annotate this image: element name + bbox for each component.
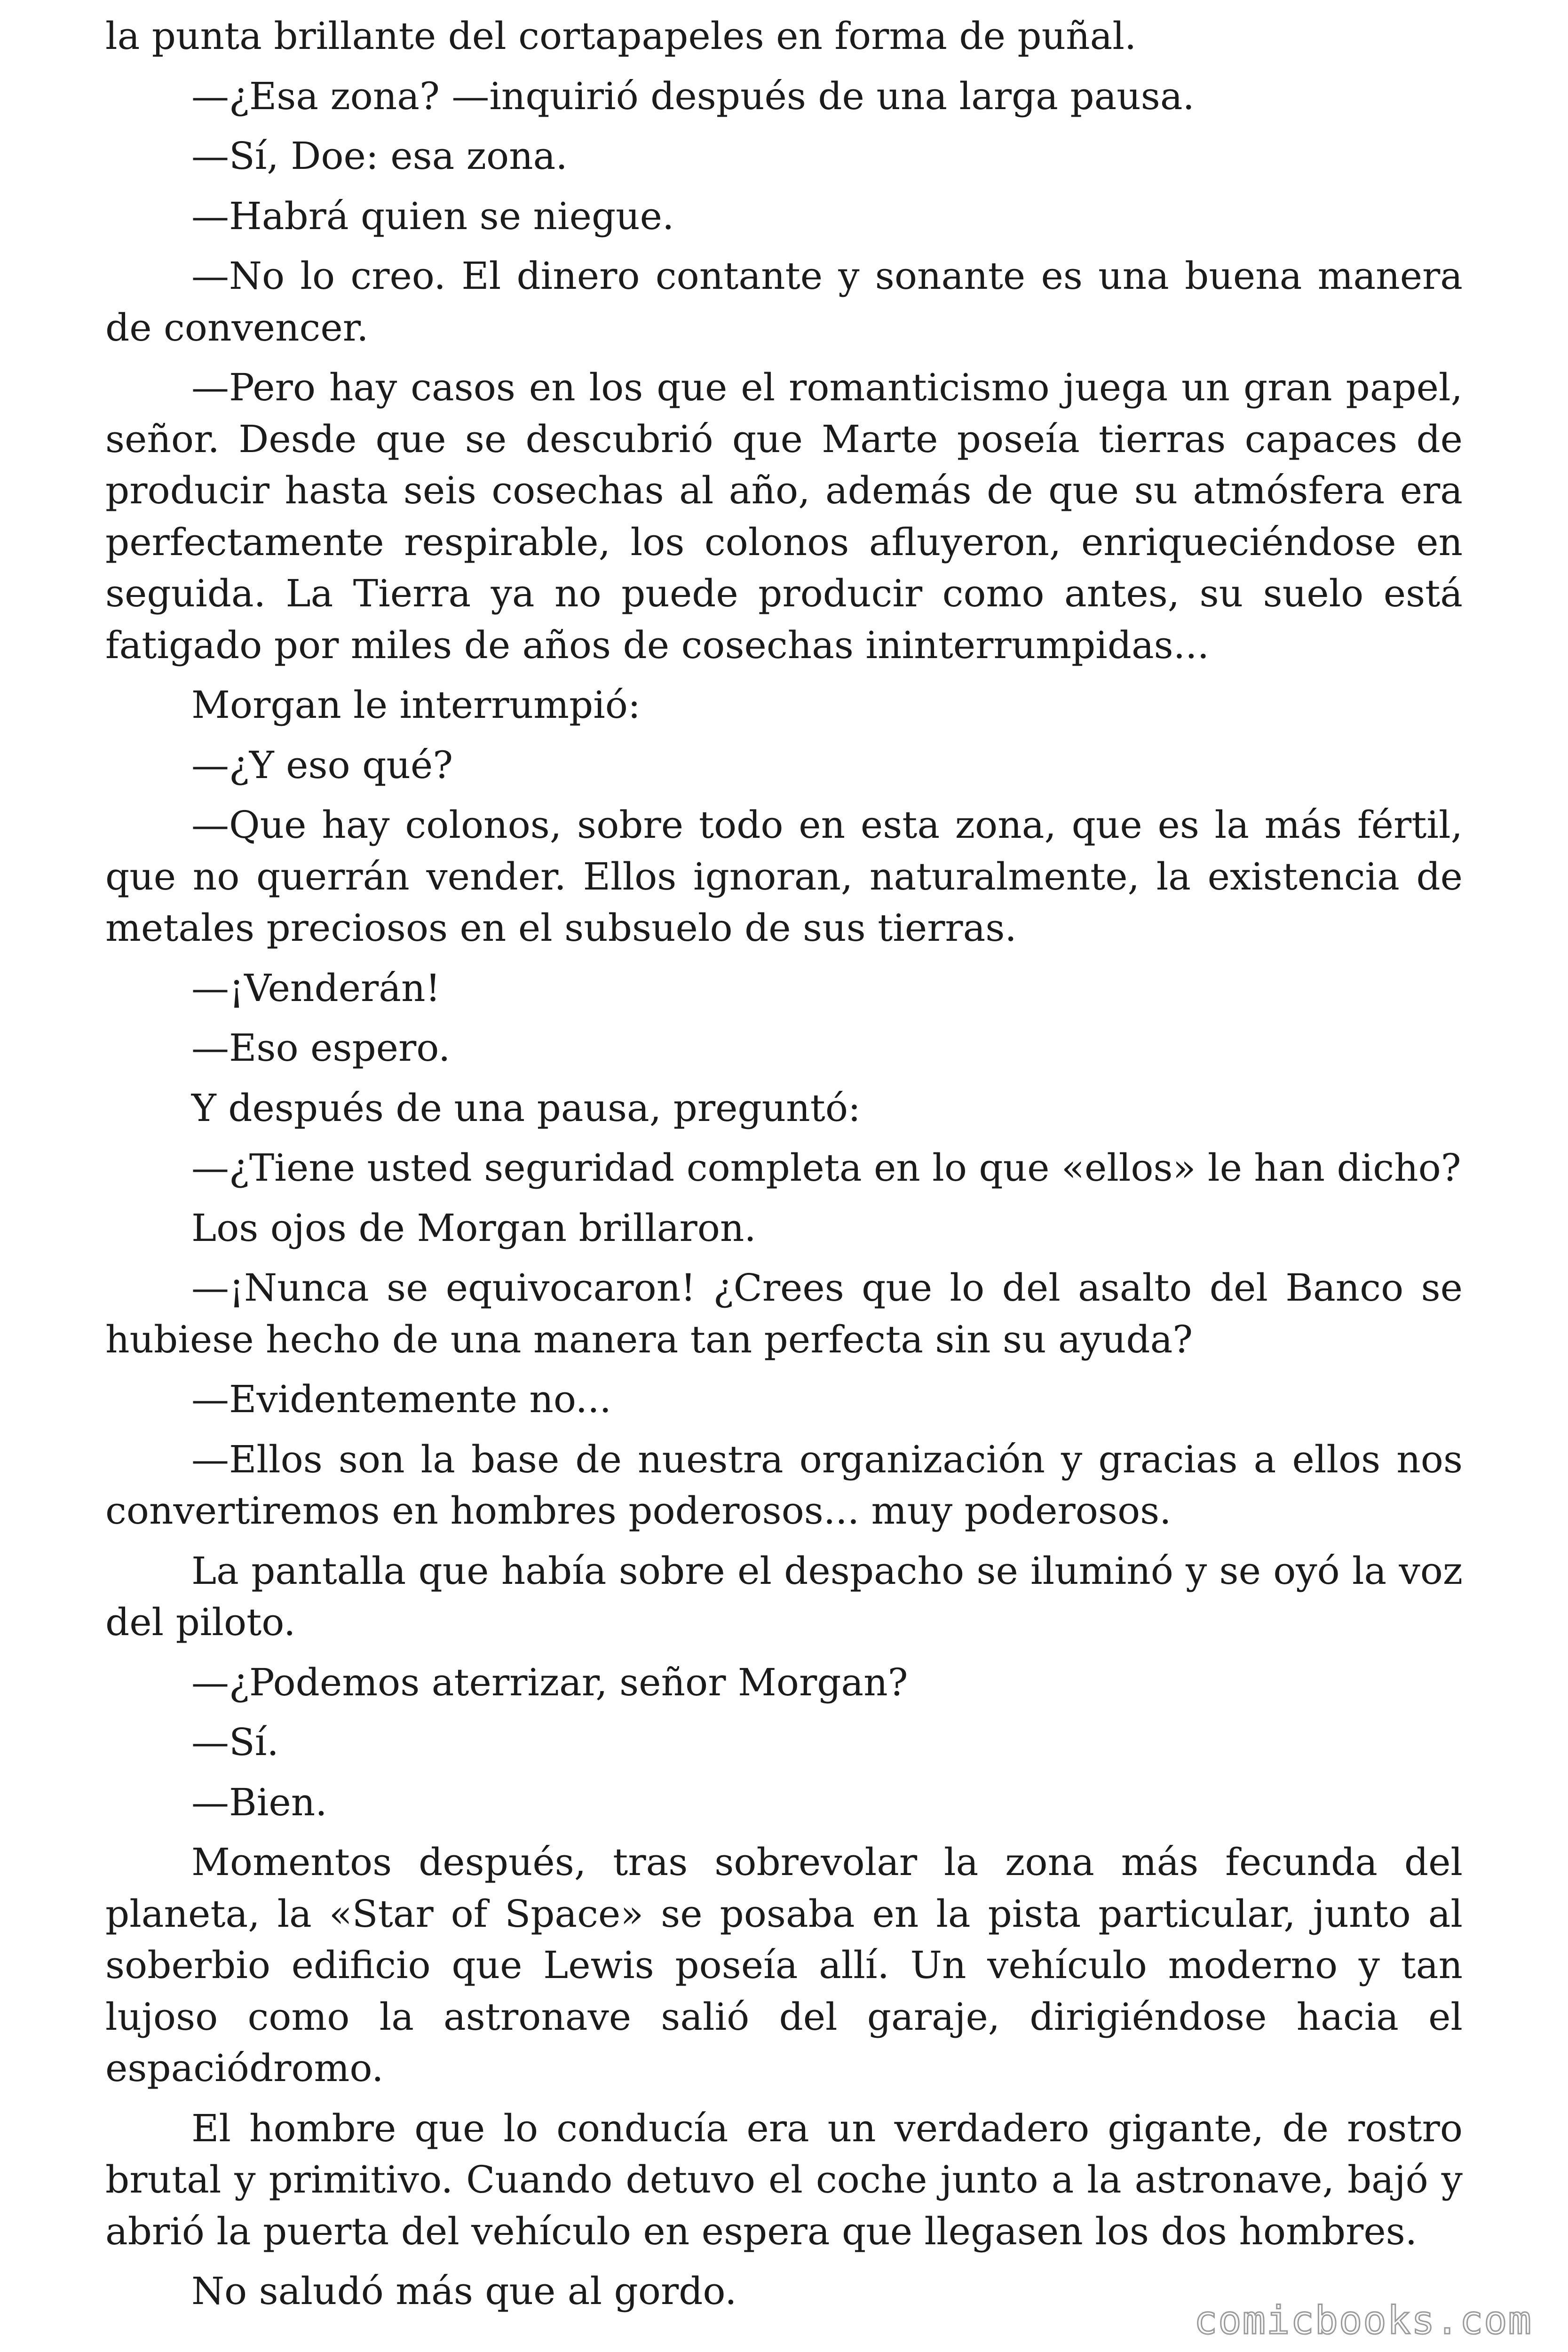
paragraph-16: —Evidentemente no... <box>191 1377 611 1421</box>
paragraph-5: —No lo creo. El dinero contante y sonante es una buena manera de convencer. <box>105 254 1463 350</box>
paragraph-10: —¡Venderán! <box>191 966 441 1010</box>
paragraph-15: —¡Nunca se equivocaron! ¿Crees que lo del asalto del Banco se hubiese hecho de una manera tan perfecta sin su ayuda? <box>105 1266 1463 1361</box>
paragraph-2: —¿Esa zona? —inquirió después de una larga pausa. <box>191 74 1195 118</box>
paragraph-9: —Que hay colonos, sobre todo en esta zona, que es la más fértil, que no querrán vender. Ellos ignoran, naturalmente, la existencia de metales preciosos en el subsuelo de sus tierras. <box>105 803 1463 950</box>
paragraph-18: La pantalla que había sobre el despacho se iluminó y se oyó la voz del piloto. <box>105 1549 1463 1644</box>
paragraph-19: —¿Podemos aterrizar, señor Morgan? <box>191 1660 908 1704</box>
book-page-text <box>105 10 1463 2317</box>
paragraph-12: Y después de una pausa, preguntó: <box>191 1086 861 1130</box>
paragraph-24: No saludó más que al gordo. <box>191 2269 737 2313</box>
paragraph-13: —¿Tiene usted seguridad completa en lo que «ellos» le han dicho? <box>191 1146 1461 1190</box>
paragraph-14: Los ojos de Morgan brillaron. <box>191 1206 756 1250</box>
paragraph-1: la punta brillante del cortapapeles en forma de puñal. <box>105 14 1137 58</box>
paragraph-3: —Sí, Doe: esa zona. <box>191 134 568 178</box>
paragraph-6: —Pero hay casos en los que el romanticismo juega un gran papel, señor. Desde que se descubrió que Marte poseía tierras capaces de producir hasta seis cosechas al año, además de que su atmósfera era perfectamente respirable, los colonos afluyeron, enriqueciéndose en seguida. La Tierra ya no puede producir como antes, su suelo está fatigado por miles de años de cosechas ininterrumpidas... <box>105 366 1463 667</box>
paragraph-17: —Ellos son la base de nuestra organización y gracias a ellos nos convertiremos en hombres poderosos... muy poderosos. <box>105 1437 1463 1533</box>
paragraph-22: Momentos después, tras sobrevolar la zona más fecunda del planeta, la «Star of Space» se posaba en la pista particular, junto al soberbio edificio que Lewis poseía allí. Un vehículo moderno y tan lujoso como la astronave salió del garaje, dirigiéndose hacia el espaciódromo. <box>105 1840 1463 2090</box>
paragraph-20: —Sí. <box>191 1720 279 1764</box>
watermark: comicbooks.com <box>1194 2298 1532 2343</box>
paragraph-8: —¿Y eso qué? <box>191 743 453 787</box>
paragraph-7: Morgan le interrumpió: <box>191 683 641 727</box>
paragraph-21: —Bien. <box>191 1780 327 1824</box>
paragraph-11: —Eso espero. <box>191 1026 451 1070</box>
paragraph-4: —Habrá quien se niegue. <box>191 194 674 238</box>
paragraph-23: El hombre que lo conducía era un verdadero gigante, de rostro brutal y primitivo. Cuando detuvo el coche junto a la astronave, bajó y abrió la puerta del vehículo en espera que llegasen los dos hombres. <box>105 2106 1463 2253</box>
